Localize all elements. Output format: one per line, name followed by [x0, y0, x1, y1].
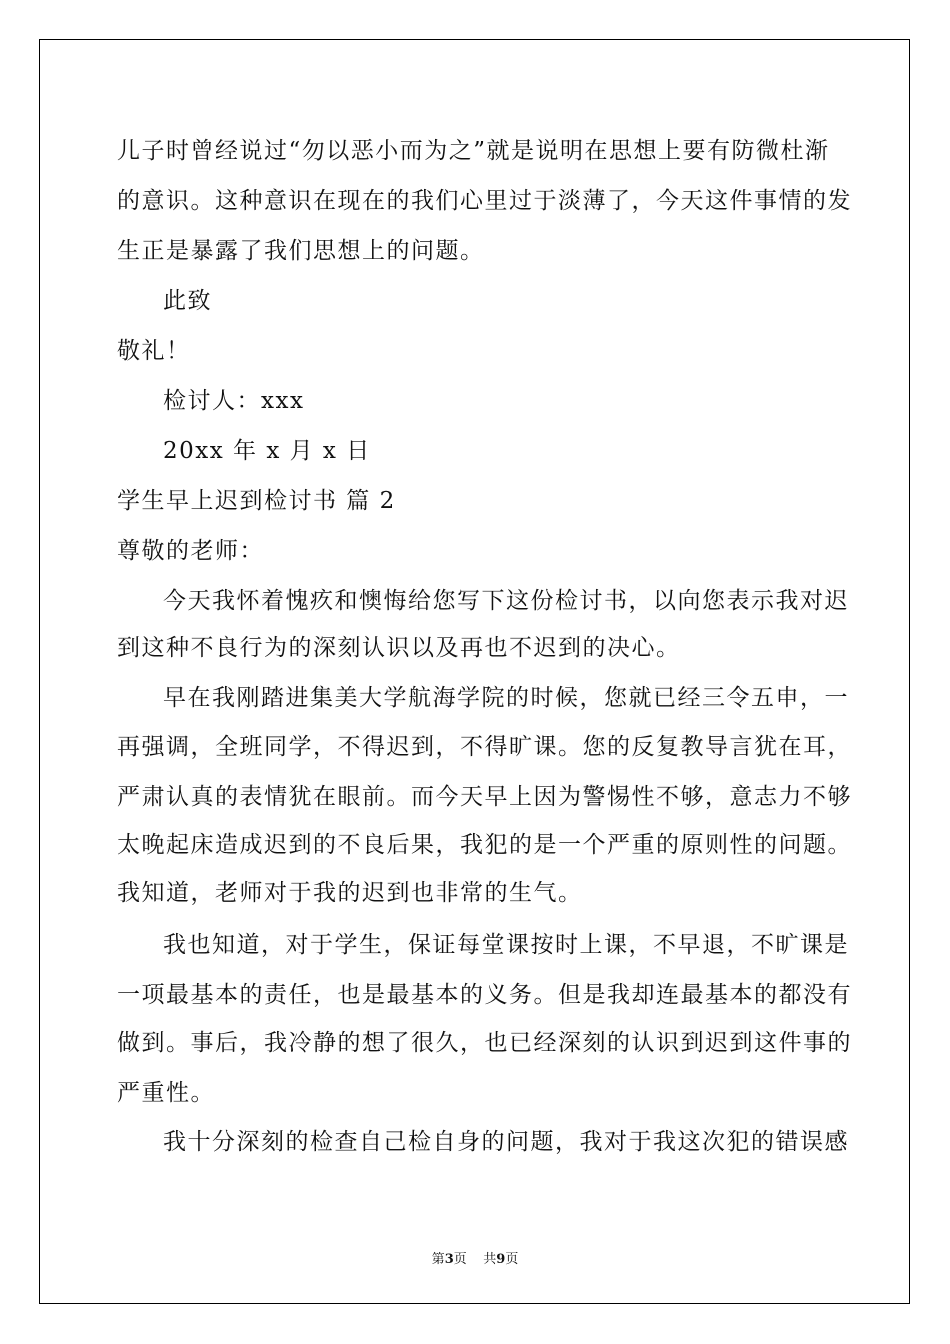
page-footer: [0, 1248, 950, 1267]
closing-salutation: 此致: [163, 288, 212, 314]
text-line: 的意识。这种意识在现在的我们心里过于淡薄了，今天这件事情的发: [117, 188, 852, 214]
text-line: 太晚起床造成迟到的不良后果，我犯的是一个严重的原则性的问题。: [117, 832, 852, 858]
footer-page-number: 3: [444, 1252, 454, 1267]
text-line: 儿子时曾经说过“勿以恶小而为之”就是说明在思想上要有防微杜渐: [117, 138, 830, 164]
text-line: 到这种不良行为的深刻认识以及再也不迟到的决心。: [117, 635, 681, 661]
text-line: 早在我刚踏进集美大学航海学院的时候，您就已经三令五申，一: [163, 685, 849, 711]
author-line: 检讨人：xxx: [163, 388, 305, 414]
section-title: 学生早上迟到检讨书 篇 2: [117, 488, 396, 514]
page-border: [39, 39, 910, 1304]
footer-middle: 页 共: [453, 1252, 497, 1267]
footer-suffix: 页: [505, 1252, 519, 1267]
text-line: 一项最基本的责任，也是最基本的义务。但是我却连最基本的都没有: [117, 982, 852, 1008]
text-line: 今天我怀着愧疚和懊悔给您写下这份检讨书，以向您表示我对迟: [163, 588, 849, 614]
date-line: 20xx 年 x 月 x 日: [163, 438, 371, 464]
footer-prefix: 第: [431, 1252, 445, 1267]
text-line: 严肃认真的表情犹在眼前。而今天早上因为警惕性不够，意志力不够: [117, 784, 852, 810]
footer-total-pages: 9: [496, 1252, 506, 1267]
text-line: 生正是暴露了我们思想上的问题。: [117, 238, 485, 264]
text-line: 严重性。: [117, 1080, 215, 1106]
text-line: 做到。事后，我冷静的想了很久，也已经深刻的认识到迟到这件事的: [117, 1030, 852, 1056]
text-line: 我知道，老师对于我的迟到也非常的生气。: [117, 880, 583, 906]
text-line: 我十分深刻的检查自己检自身的问题，我对于我这次犯的错误感: [163, 1129, 849, 1155]
greeting: 尊敬的老师：: [117, 538, 264, 564]
text-line: 再强调，全班同学，不得迟到，不得旷课。您的反复教导言犹在耳，: [117, 734, 852, 760]
closing-respect: 敬礼！: [117, 338, 191, 364]
text-line: 我也知道，对于学生，保证每堂课按时上课，不早退，不旷课是: [163, 932, 849, 958]
